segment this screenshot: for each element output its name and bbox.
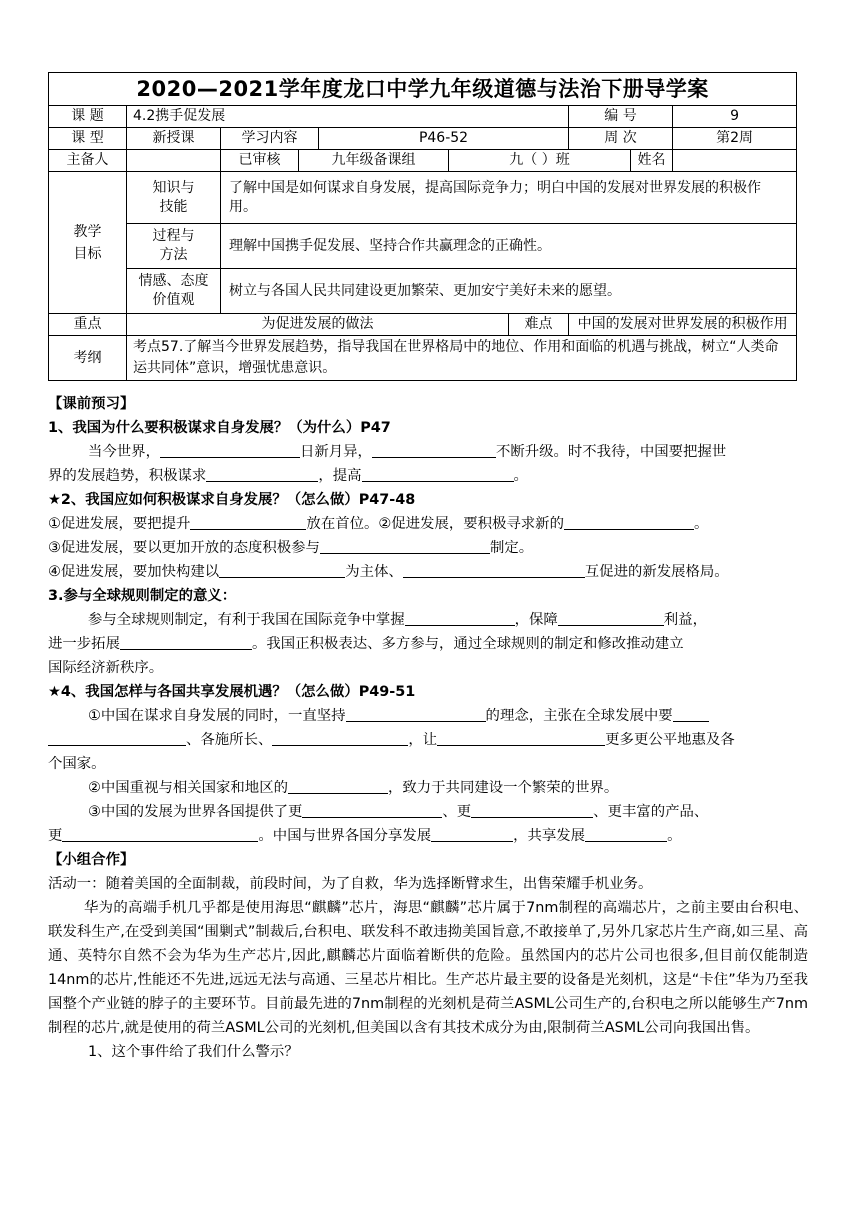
question-4: ★4、我国怎样与各国共享发展机遇？（怎么做）P49-51 xyxy=(48,684,416,700)
content-area xyxy=(48,392,808,1064)
q1-blank-4[interactable] xyxy=(362,465,514,482)
bian-hao-value: 9 xyxy=(673,106,797,128)
q2-blank-2[interactable] xyxy=(564,513,694,530)
q4-line-2 xyxy=(48,728,808,752)
q4-blank-1[interactable] xyxy=(346,705,486,722)
q1-text: 。 xyxy=(513,468,528,484)
question-3: 3.参与全球规则制定的意义： xyxy=(48,588,237,604)
q4-text: ，共享发展 xyxy=(513,828,586,844)
q4-text: ③中国的发展为世界各国提供了更 xyxy=(88,804,303,820)
xuexi-value: P46-52 xyxy=(319,128,569,150)
q4-text: ，让 xyxy=(408,732,438,748)
emotion-label xyxy=(127,269,221,314)
nandian-label: 难点 xyxy=(509,314,569,336)
q2-text: 互促进的新发展格局。 xyxy=(584,564,729,580)
q4-blank-5[interactable] xyxy=(288,777,388,794)
goals-label-text: 教学目标 xyxy=(73,223,102,262)
q2-text: 制定。 xyxy=(489,540,534,556)
class-label: 九（ ）班 xyxy=(449,150,631,172)
q1-text: 不断升级。时不我待，中国要把握世 xyxy=(495,444,727,460)
q2-blank-3[interactable] xyxy=(320,537,490,554)
bian-hao-label: 编 号 xyxy=(569,106,673,128)
q1-text: 当今世界， xyxy=(88,444,160,460)
q4-blank-7[interactable] xyxy=(471,801,593,818)
ke-xing-label: 课 型 xyxy=(49,128,127,150)
q4-blank-8[interactable] xyxy=(62,825,258,842)
group-label: 九年级备课组 xyxy=(299,150,449,172)
q1-text: 界的发展趋势，积极谋求 xyxy=(48,468,207,484)
q3-text: 利益， xyxy=(663,612,707,628)
q4-blank-3[interactable] xyxy=(272,729,408,746)
q4-text: 更多更公平地惠及各 xyxy=(605,732,735,748)
zhubei-label: 主备人 xyxy=(49,150,127,172)
question-2: ★2、我国应如何积极谋求自身发展？（怎么做）P47-48 xyxy=(48,492,416,508)
question-1: 1、我国为什么要积极谋求自身发展？（为什么）P47 xyxy=(48,420,391,436)
q4-blank-2b[interactable] xyxy=(48,729,186,746)
zhouci-value: 第2周 xyxy=(673,128,797,150)
q2-line-2 xyxy=(48,536,808,560)
q2-text: 。 xyxy=(693,516,709,532)
q4-text: ①中国在谋求自身发展的同时，一直坚持 xyxy=(88,708,346,724)
q4-text: 更 xyxy=(48,828,63,844)
q1-blank-3[interactable] xyxy=(206,465,318,482)
shenhe-label: 已审核 xyxy=(221,150,299,172)
process-label-2: 方法 xyxy=(159,247,188,263)
q3-line-1 xyxy=(48,608,808,632)
q1-blank-1[interactable] xyxy=(160,441,300,458)
q4-text: 、更丰富的产品、 xyxy=(593,804,709,820)
xuexi-label: 学习内容 xyxy=(221,128,319,150)
q2-blank-5[interactable] xyxy=(403,561,585,578)
q4-line-3: 个国家。 xyxy=(48,756,106,772)
activity-question: 1、这个事件给了我们什么警示？ xyxy=(88,1044,299,1060)
q2-text: 放在首位。②促进发展，要积极寻求新的 xyxy=(306,516,564,532)
q2-text: ①促进发展，要把提升 xyxy=(48,516,191,532)
q4-text: ②中国重视与相关国家和地区的 xyxy=(88,780,288,796)
knowledge-label-2: 技能 xyxy=(159,198,188,215)
q2-line-1 xyxy=(48,512,808,536)
q3-text: 。我国正积极表达、多方参与，通过全球规则的制定和修改推动建立 xyxy=(251,636,684,652)
q4-text: ，致力于共同建设一个繁荣的世界。 xyxy=(387,780,619,796)
process-label xyxy=(127,224,221,269)
q4-blank-2a[interactable] xyxy=(673,705,709,722)
q3-blank-2[interactable] xyxy=(558,609,664,626)
q4-text: 。中国与世界各国分享发展 xyxy=(258,828,432,844)
q4-text: 的理念，主张在全球发展中要 xyxy=(485,708,673,724)
header-table xyxy=(48,72,797,381)
nandian-text: 中国的发展对世界发展的积极作用 xyxy=(569,314,797,336)
emotion-label-1: 情感、态度 xyxy=(138,273,209,289)
zhongdian-text: 为促进发展的做法 xyxy=(127,314,509,336)
zhubei-value xyxy=(127,150,221,172)
ke-ti-value: 4.2携手促发展 xyxy=(127,106,569,128)
knowledge-label-1: 知识与 xyxy=(152,179,195,196)
q4-text: 、各施所长、 xyxy=(186,732,273,748)
q1-text: ，提高 xyxy=(318,468,362,484)
name-value xyxy=(673,150,797,172)
q4-blank-6[interactable] xyxy=(302,801,442,818)
q4-text: 、更 xyxy=(442,804,472,820)
q3-blank-1[interactable] xyxy=(405,609,515,626)
q2-blank-1[interactable] xyxy=(190,513,306,530)
ke-xing-value: 新授课 xyxy=(127,128,221,150)
q1-line-1 xyxy=(48,440,808,464)
preview-heading: 【课前预习】 xyxy=(48,396,135,412)
zhongdian-label: 重点 xyxy=(49,314,127,336)
q4-line-1 xyxy=(48,704,808,728)
activity-intro: 活动一：随着美国的全面制裁，前段时间，为了自救，华为选择断臂求生，出售荣耀手机业务。 xyxy=(48,876,653,892)
q3-text: ，保障 xyxy=(514,612,558,628)
zhouci-label: 周 次 xyxy=(569,128,673,150)
q2-line-3 xyxy=(48,560,808,584)
q2-text: ③促进发展，要以更加开放的态度积极参与 xyxy=(48,540,320,556)
q4-blank-10[interactable] xyxy=(585,825,667,842)
group-heading: 【小组合作】 xyxy=(48,852,135,868)
kaogang-text: 考点57.了解当今世界发展趋势，指导我国在世界格局中的地位、作用和面临的机遇与挑战，树立“人类命运共同体”意识，增强忧患意识。 xyxy=(127,336,797,381)
emotion-text: 树立与各国人民共同建设更加繁荣、更加安宁美好未来的愿望。 xyxy=(221,269,797,314)
knowledge-text: 了解中国是如何谋求自身发展，提高国际竞争力；明白中国的发展对世界发展的积极作用。 xyxy=(221,172,797,224)
emotion-label-2: 价值观 xyxy=(152,292,195,308)
q2-text: 为主体、 xyxy=(345,564,403,580)
q3-text: 进一步拓展 xyxy=(48,636,120,652)
name-label: 姓名 xyxy=(631,150,673,172)
activity-paragraph: 华为的高端手机几乎都是使用海思“麒麟”芯片，海思“麒麟”芯片属于7nm制程的高端芯片，之前主要由台积电、联发科生产,在受到美国“围剿式”制裁后,台积电、联发科不敢违拗美国旨意,不敢接单了,另外几家芯片生产商,如三星、高通、英特尔自然不会为华为生产芯片,因此,麒麟芯片面临着断供的危险。虽然国内的芯片公司也很多,但目前仅能制造14nm的芯片,性能还不先进,远远无法与高通、三星芯片相比。生产芯片最主要的设备是光刻机，这是“卡住”华为乃至我国整个产业链的脖子的主要环节。目前最先进的7nm制程的光刻机是荷兰ASML公司生产的,台积电之所以能够生产7nm制程的芯片,就是使用的荷兰ASML公司的光刻机,但美国以含有其技术成分为由,限制荷兰ASML公司向我国出售。 xyxy=(48,900,808,1036)
goals-label xyxy=(49,172,127,314)
q4-text: 。 xyxy=(667,828,682,844)
q4-blank-4[interactable] xyxy=(437,729,605,746)
q4-blank-9[interactable] xyxy=(431,825,513,842)
q1-blank-2[interactable] xyxy=(372,441,496,458)
q4-line-6 xyxy=(48,824,808,848)
knowledge-label xyxy=(127,172,221,224)
q3-blank-3[interactable] xyxy=(120,633,252,650)
q4-line-5 xyxy=(48,800,808,824)
q1-line-2 xyxy=(48,464,808,488)
q1-text: 日新月异， xyxy=(299,444,372,460)
document-title: 2020—2021学年度龙口中学九年级道德与法治下册导学案 xyxy=(49,73,797,106)
process-text: 理解中国携手促发展、坚持合作共赢理念的正确性。 xyxy=(221,224,797,269)
ke-ti-label: 课 题 xyxy=(49,106,127,128)
q2-text: ④促进发展，要加快构建以 xyxy=(48,564,220,580)
process-label-1: 过程与 xyxy=(152,228,195,244)
q3-line-2 xyxy=(48,632,808,656)
kaogang-label: 考纲 xyxy=(49,336,127,381)
q3-line-3: 国际经济新秩序。 xyxy=(48,660,164,676)
q4-line-4 xyxy=(48,776,808,800)
q3-text: 参与全球规则制定，有利于我国在国际竞争中掌握 xyxy=(88,612,405,628)
q2-blank-4[interactable] xyxy=(219,561,345,578)
